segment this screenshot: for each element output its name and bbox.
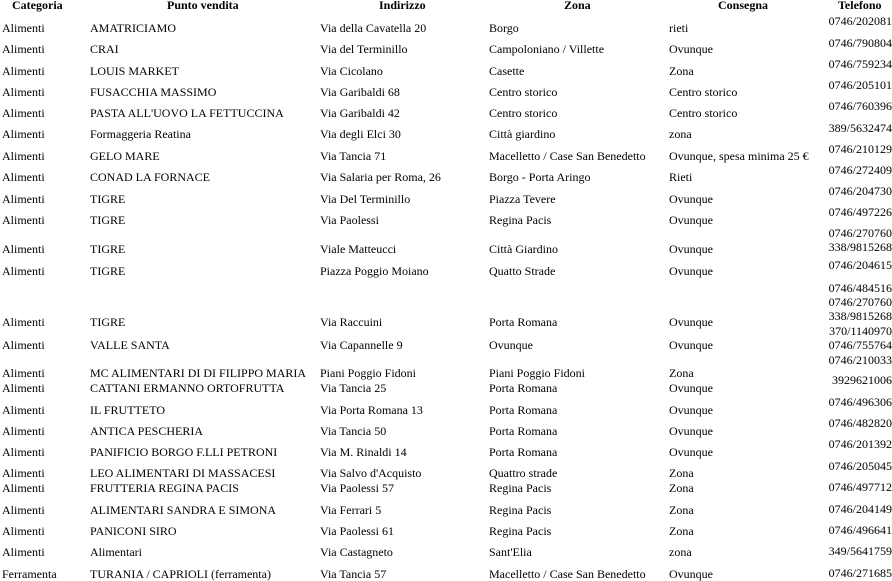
cell-telefono: 0746/272409 [828, 163, 892, 177]
cell-zona: Sant'Elia [489, 545, 532, 559]
cell-indirizzo: Via del Terminillo [320, 42, 408, 56]
cell-zona: Macelletto / Case San Benedetto [489, 149, 646, 163]
cell-punto-vendita: IL FRUTTETO [90, 403, 165, 417]
cell-punto-vendita: CONAD LA FORNACE [90, 170, 211, 184]
cell-categoria: Alimenti [2, 424, 45, 438]
cell-telefono: 0746/496306 [828, 395, 892, 409]
cell-indirizzo: Via degli Elci 30 [320, 127, 401, 141]
cell-consegna: Ovunque [669, 381, 713, 395]
cell-punto-vendita: LEO ALIMENTARI DI MASSACESI [90, 466, 276, 480]
cell-zona: Regina Pacis [489, 213, 552, 227]
cell-zona: Regina Pacis [489, 503, 552, 517]
cell-punto-vendita: CRAI [90, 42, 119, 56]
cell-zona: Borgo - Porta Aringo [489, 170, 591, 184]
cell-categoria: Alimenti [2, 445, 45, 459]
header-consegna: Consegna [718, 0, 769, 12]
cell-punto-vendita: AMATRICIAMO [90, 21, 177, 35]
header-telefono: Telefono [838, 0, 882, 12]
cell-telefono: 0746/205101 [828, 78, 892, 92]
cell-indirizzo: Viale Matteucci [320, 242, 397, 256]
cell-categoria: Alimenti [2, 42, 45, 56]
cell-categoria: Alimenti [2, 503, 45, 517]
cell-indirizzo: Via Raccuini [320, 315, 383, 329]
cell-consegna: Ovunque [669, 192, 713, 206]
cell-consegna: Ovunque [669, 213, 713, 227]
cell-telefono: 0746/201392 [828, 437, 892, 451]
cell-punto-vendita: Formaggeria Reatina [90, 127, 191, 141]
cell-telefono: 338/9815268 [828, 309, 892, 323]
cell-indirizzo: Via Tancia 25 [320, 381, 387, 395]
cell-indirizzo: Via Tancia 57 [320, 567, 387, 581]
cell-indirizzo: Via Tancia 71 [320, 149, 387, 163]
cell-telefono: 0746/759234 [828, 57, 892, 71]
cell-indirizzo: Via Porta Romana 13 [320, 403, 423, 417]
cell-consegna: Ovunque [669, 338, 713, 352]
cell-indirizzo: Via Salvo d'Acquisto [320, 466, 422, 480]
cell-indirizzo: Via della Cavatella 20 [320, 21, 427, 35]
cell-punto-vendita: PANIFICIO BORGO F.LLI PETRONI [90, 445, 278, 459]
cell-categoria: Alimenti [2, 338, 45, 352]
cell-telefono: 0746/204149 [828, 502, 892, 516]
cell-telefono: 0746/760396 [828, 99, 892, 113]
cell-consegna: Centro storico [669, 85, 738, 99]
cell-consegna: Ovunque [669, 42, 713, 56]
cell-telefono: 0746/204730 [828, 184, 892, 198]
cell-categoria: Alimenti [2, 264, 45, 278]
cell-categoria: Alimenti [2, 213, 45, 227]
cell-consegna: Zona [669, 466, 694, 480]
cell-zona: Centro storico [489, 106, 558, 120]
cell-punto-vendita: CATTANI ERMANNO ORTOFRUTTA [90, 381, 285, 395]
cell-telefono: 0746/790804 [828, 36, 892, 50]
cell-categoria: Alimenti [2, 315, 45, 329]
cell-punto-vendita: FRUTTERIA REGINA PACIS [90, 481, 239, 495]
cell-zona: Porta Romana [489, 424, 558, 438]
cell-telefono: 0746/202081 [828, 14, 892, 28]
cell-categoria: Alimenti [2, 524, 45, 538]
cell-punto-vendita: GELO MARE [90, 149, 160, 163]
cell-zona: Regina Pacis [489, 481, 552, 495]
cell-zona: Porta Romana [489, 445, 558, 459]
cell-indirizzo: Via Paolessi 61 [320, 524, 394, 538]
cell-consegna: zona [669, 127, 692, 141]
cell-categoria: Alimenti [2, 481, 45, 495]
cell-telefono: 0746/484516 [828, 281, 892, 295]
cell-categoria: Alimenti [2, 106, 45, 120]
cell-punto-vendita: Alimentari [90, 545, 142, 559]
cell-telefono: 370/1140970 [829, 324, 892, 338]
cell-indirizzo: Via Cicolano [320, 64, 383, 78]
cell-telefono: 0746/204615 [828, 258, 892, 272]
cell-punto-vendita: FUSACCHIA MASSIMO [90, 85, 217, 99]
cell-categoria: Alimenti [2, 466, 45, 480]
cell-punto-vendita: ANTICA PESCHERIA [90, 424, 204, 438]
header-zona: Zona [564, 0, 591, 12]
cell-consegna: Ovunque [669, 264, 713, 278]
cell-categoria: Alimenti [2, 85, 45, 99]
header-categoria: Categoria [12, 0, 63, 12]
header-punto-vendita: Punto vendita [167, 0, 239, 12]
cell-punto-vendita: TIGRE [90, 315, 126, 329]
cell-categoria: Alimenti [2, 21, 45, 35]
cell-indirizzo: Via Tancia 50 [320, 424, 387, 438]
cell-indirizzo: Via Del Terminillo [320, 192, 411, 206]
cell-telefono: 0746/210033 [828, 353, 892, 367]
cell-telefono: 0746/497226 [828, 205, 892, 219]
cell-telefono: 0746/271685 [828, 566, 892, 580]
cell-categoria: Alimenti [2, 64, 45, 78]
cell-telefono: 0746/270760 [828, 226, 892, 240]
cell-categoria: Alimenti [2, 170, 45, 184]
cell-consegna: Ovunque [669, 567, 713, 581]
cell-indirizzo: Via Garibaldi 68 [320, 85, 400, 99]
cell-punto-vendita: MC ALIMENTARI DI DI FILIPPO MARIA [90, 366, 307, 380]
cell-categoria: Alimenti [2, 545, 45, 559]
cell-categoria: Alimenti [2, 242, 45, 256]
cell-zona: Porta Romana [489, 403, 558, 417]
cell-categoria: Alimenti [2, 366, 45, 380]
cell-punto-vendita: ALIMENTARI SANDRA E SIMONA [90, 503, 277, 517]
cell-consegna: zona [669, 545, 692, 559]
cell-telefono: 0746/482820 [828, 416, 892, 430]
cell-punto-vendita: PASTA ALL'UOVO LA FETTUCCINA [90, 106, 284, 120]
cell-indirizzo: Via Paolessi [320, 213, 379, 227]
cell-indirizzo: Piazza Poggio Moiano [320, 264, 429, 278]
cell-consegna: rieti [669, 21, 689, 35]
cell-consegna: Ovunque, spesa minima 25 € [669, 149, 809, 163]
cell-punto-vendita: TIGRE [90, 192, 126, 206]
cell-telefono: 0746/496641 [828, 523, 892, 537]
cell-telefono: 389/5632474 [828, 121, 892, 135]
cell-zona: Quatto Strade [489, 264, 556, 278]
cell-telefono: 0746/205045 [828, 459, 892, 473]
cell-consegna: Ovunque [669, 445, 713, 459]
cell-indirizzo: Piani Poggio Fidoni [320, 366, 417, 380]
cell-indirizzo: Via Castagneto [320, 545, 393, 559]
cell-consegna: Ovunque [669, 424, 713, 438]
cell-punto-vendita: LOUIS MARKET [90, 64, 179, 78]
cell-telefono: 0746/210129 [828, 142, 892, 156]
cell-zona: Ovunque [489, 338, 533, 352]
header-indirizzo: Indirizzo [379, 0, 426, 12]
cell-indirizzo: Via M. Rinaldi 14 [320, 445, 407, 459]
cell-zona: Città Giardino [489, 242, 558, 256]
cell-punto-vendita: TIGRE [90, 264, 126, 278]
cell-categoria: Alimenti [2, 403, 45, 417]
cell-consegna: Ovunque [669, 315, 713, 329]
cell-zona: Casette [489, 64, 525, 78]
cell-zona: Piazza Tevere [489, 192, 556, 206]
cell-telefono: 3929621006 [832, 373, 892, 387]
cell-telefono: 349/5641759 [828, 544, 892, 558]
cell-indirizzo: Via Ferrari 5 [320, 503, 382, 517]
cell-consegna: Zona [669, 503, 694, 517]
cell-zona: Quattro strade [489, 466, 558, 480]
cell-telefono: 338/9815268 [828, 240, 892, 254]
cell-consegna: Ovunque [669, 242, 713, 256]
cell-zona: Macelletto / Case San Benedetto [489, 567, 646, 581]
cell-punto-vendita: VALLE SANTA [90, 338, 170, 352]
cell-telefono: 0746/497712 [828, 480, 892, 494]
cell-consegna: Centro storico [669, 106, 738, 120]
cell-zona: Centro storico [489, 85, 558, 99]
cell-telefono: 0746/270760 [828, 295, 892, 309]
cell-consegna: Zona [669, 64, 694, 78]
cell-punto-vendita: PANICONI SIRO [90, 524, 177, 538]
cell-punto-vendita: TURANIA / CAPRIOLI (ferramenta) [90, 567, 271, 581]
cell-consegna: Rieti [669, 170, 693, 184]
cell-consegna: Zona [669, 524, 694, 538]
cell-indirizzo: Via Salaria per Roma, 26 [320, 170, 441, 184]
cell-categoria: Alimenti [2, 127, 45, 141]
cell-zona: Borgo [489, 21, 519, 35]
cell-telefono: 0746/755764 [828, 338, 892, 352]
cell-zona: Città giardino [489, 127, 556, 141]
cell-zona: Porta Romana [489, 315, 558, 329]
cell-zona: Campoloniano / Villette [489, 42, 605, 56]
cell-categoria: Alimenti [2, 381, 45, 395]
cell-indirizzo: Via Capannelle 9 [320, 338, 403, 352]
cell-consegna: Zona [669, 366, 694, 380]
cell-punto-vendita: TIGRE [90, 242, 126, 256]
cell-categoria: Alimenti [2, 149, 45, 163]
cell-zona: Porta Romana [489, 381, 558, 395]
cell-consegna: Ovunque [669, 403, 713, 417]
cell-consegna: Zona [669, 481, 694, 495]
cell-indirizzo: Via Garibaldi 42 [320, 106, 400, 120]
cell-categoria: Ferramenta [2, 567, 57, 581]
cell-indirizzo: Via Paolessi 57 [320, 481, 394, 495]
cell-punto-vendita: TIGRE [90, 213, 126, 227]
cell-zona: Regina Pacis [489, 524, 552, 538]
cell-categoria: Alimenti [2, 192, 45, 206]
cell-zona: Piani Poggio Fidoni [489, 366, 586, 380]
